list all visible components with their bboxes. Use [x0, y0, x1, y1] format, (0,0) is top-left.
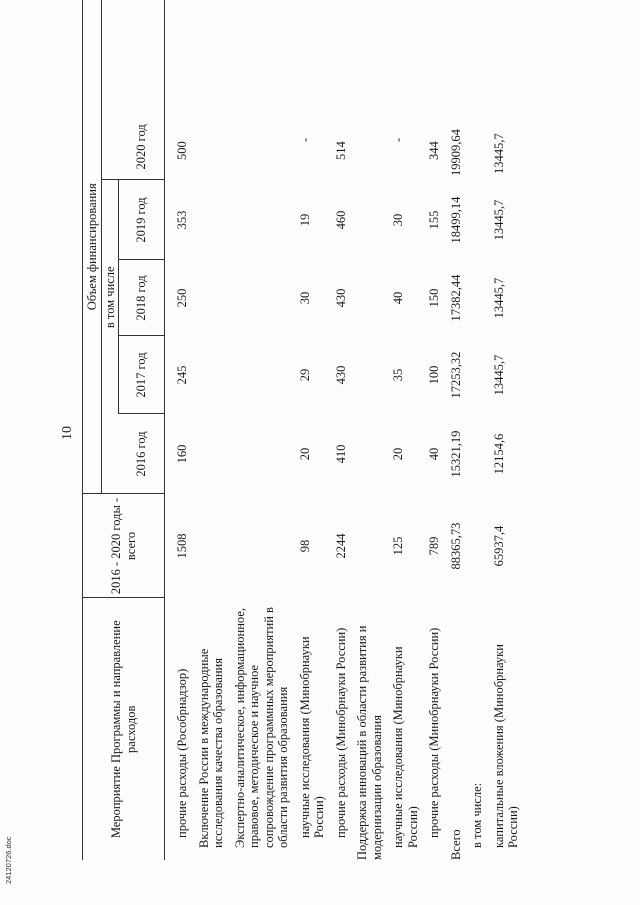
- header-year-2020: 2020 год: [118, 0, 165, 180]
- table-row: [387, 0, 423, 860]
- row-label: прочие расходы (Минобрнауки России): [333, 627, 348, 838]
- row-2020: 344: [427, 141, 441, 160]
- row-2016: 15321,19: [448, 430, 463, 478]
- row-2019: 460: [333, 210, 348, 230]
- row-total: 98: [297, 539, 312, 553]
- row-2019: 353: [175, 210, 189, 230]
- table-row: [445, 0, 467, 860]
- row-2016: 410: [333, 444, 348, 464]
- row-total: 88365,73: [448, 522, 463, 570]
- row-2018: 40: [391, 291, 405, 305]
- table-row: [351, 0, 387, 860]
- row-2018: 150: [427, 288, 441, 308]
- header-including: в том числе: [102, 180, 119, 414]
- row-2017: 17253,32: [448, 351, 463, 399]
- footer-file-code: 24120726.doc: [4, 836, 13, 884]
- row-2020: 19909,64: [448, 129, 463, 176]
- row-2018: 13445,7: [491, 277, 506, 319]
- row-2017: 35: [391, 368, 405, 382]
- row-2016: 40: [427, 447, 441, 461]
- row-label: научные исследования (Минобрнауки России): [391, 646, 420, 848]
- row-label: Поддержка инноваций в области развития и модернизации образования: [355, 625, 384, 860]
- row-2017: 430: [333, 365, 348, 385]
- row-label: капитальные вложения (Минобрнауки России): [491, 644, 520, 848]
- row-2016: 20: [297, 447, 312, 461]
- row-2020: 13445,7: [491, 133, 506, 174]
- row-label: прочие расходы (Рособрнадзор): [175, 668, 189, 838]
- table-row: [171, 0, 193, 860]
- table-row: [229, 0, 294, 860]
- row-2017: 13445,7: [491, 354, 506, 396]
- table-row: [423, 0, 445, 860]
- row-2019: 13445,7: [491, 199, 506, 241]
- row-total: 1508: [175, 533, 189, 559]
- header-year-2016: 2016 год: [118, 414, 165, 494]
- header-year-2018: 2018 год: [118, 260, 165, 336]
- row-label: научные исследования (Минобрнауки России): [297, 636, 326, 838]
- table-row: [488, 0, 524, 860]
- row-2019: 19: [297, 213, 312, 227]
- header-year-2019: 2019 год: [118, 180, 165, 260]
- table-row: [193, 0, 229, 860]
- row-total: 125: [391, 536, 405, 556]
- row-total: 65937,4: [491, 525, 506, 567]
- header-year-2017: 2017 год: [118, 336, 165, 414]
- financing-table: [82, 0, 524, 860]
- header-financing-volume: Объем финансирования: [83, 0, 102, 494]
- table-row: [330, 0, 352, 860]
- row-2019: 18499,14: [448, 196, 463, 244]
- row-2018: 30: [297, 291, 312, 305]
- row-total: 2244: [333, 533, 348, 559]
- row-label: в том числе:: [470, 782, 484, 848]
- row-2016: 12154,6: [491, 433, 506, 475]
- row-2019: 155: [427, 210, 441, 230]
- table-row: [466, 0, 488, 860]
- rotated-page: [24, 0, 634, 860]
- row-2020: 514: [333, 141, 348, 160]
- row-total: 789: [427, 536, 441, 556]
- row-2017: 100: [427, 365, 441, 385]
- row-2020: -: [297, 137, 312, 142]
- row-2019: 30: [391, 213, 405, 227]
- table-row: [294, 0, 330, 860]
- row-2018: 250: [175, 288, 189, 308]
- header-event: Мероприятие Программы и направление расходов: [83, 598, 165, 860]
- row-label: Экспертно-аналитическое, информационное, правовое, методическое и научное сопровождение программных мероприятий в области развития образования: [232, 607, 290, 848]
- header-total: 2016 - 2020 годы - всего: [83, 494, 165, 598]
- page-number: 10: [60, 426, 75, 440]
- row-label: Всего: [448, 829, 463, 860]
- row-label: прочие расходы (Минобрнауки России): [427, 627, 441, 838]
- row-2020: 500: [175, 141, 189, 160]
- row-2017: 29: [297, 368, 312, 382]
- row-2020: -: [391, 137, 405, 142]
- row-2017: 245: [175, 365, 189, 385]
- row-label: Включение России в международные исследования качества образования: [196, 648, 225, 848]
- row-2018: 430: [333, 288, 348, 308]
- row-2018: 17382,44: [448, 274, 463, 322]
- row-2016: 20: [391, 447, 405, 461]
- row-2016: 160: [175, 444, 189, 464]
